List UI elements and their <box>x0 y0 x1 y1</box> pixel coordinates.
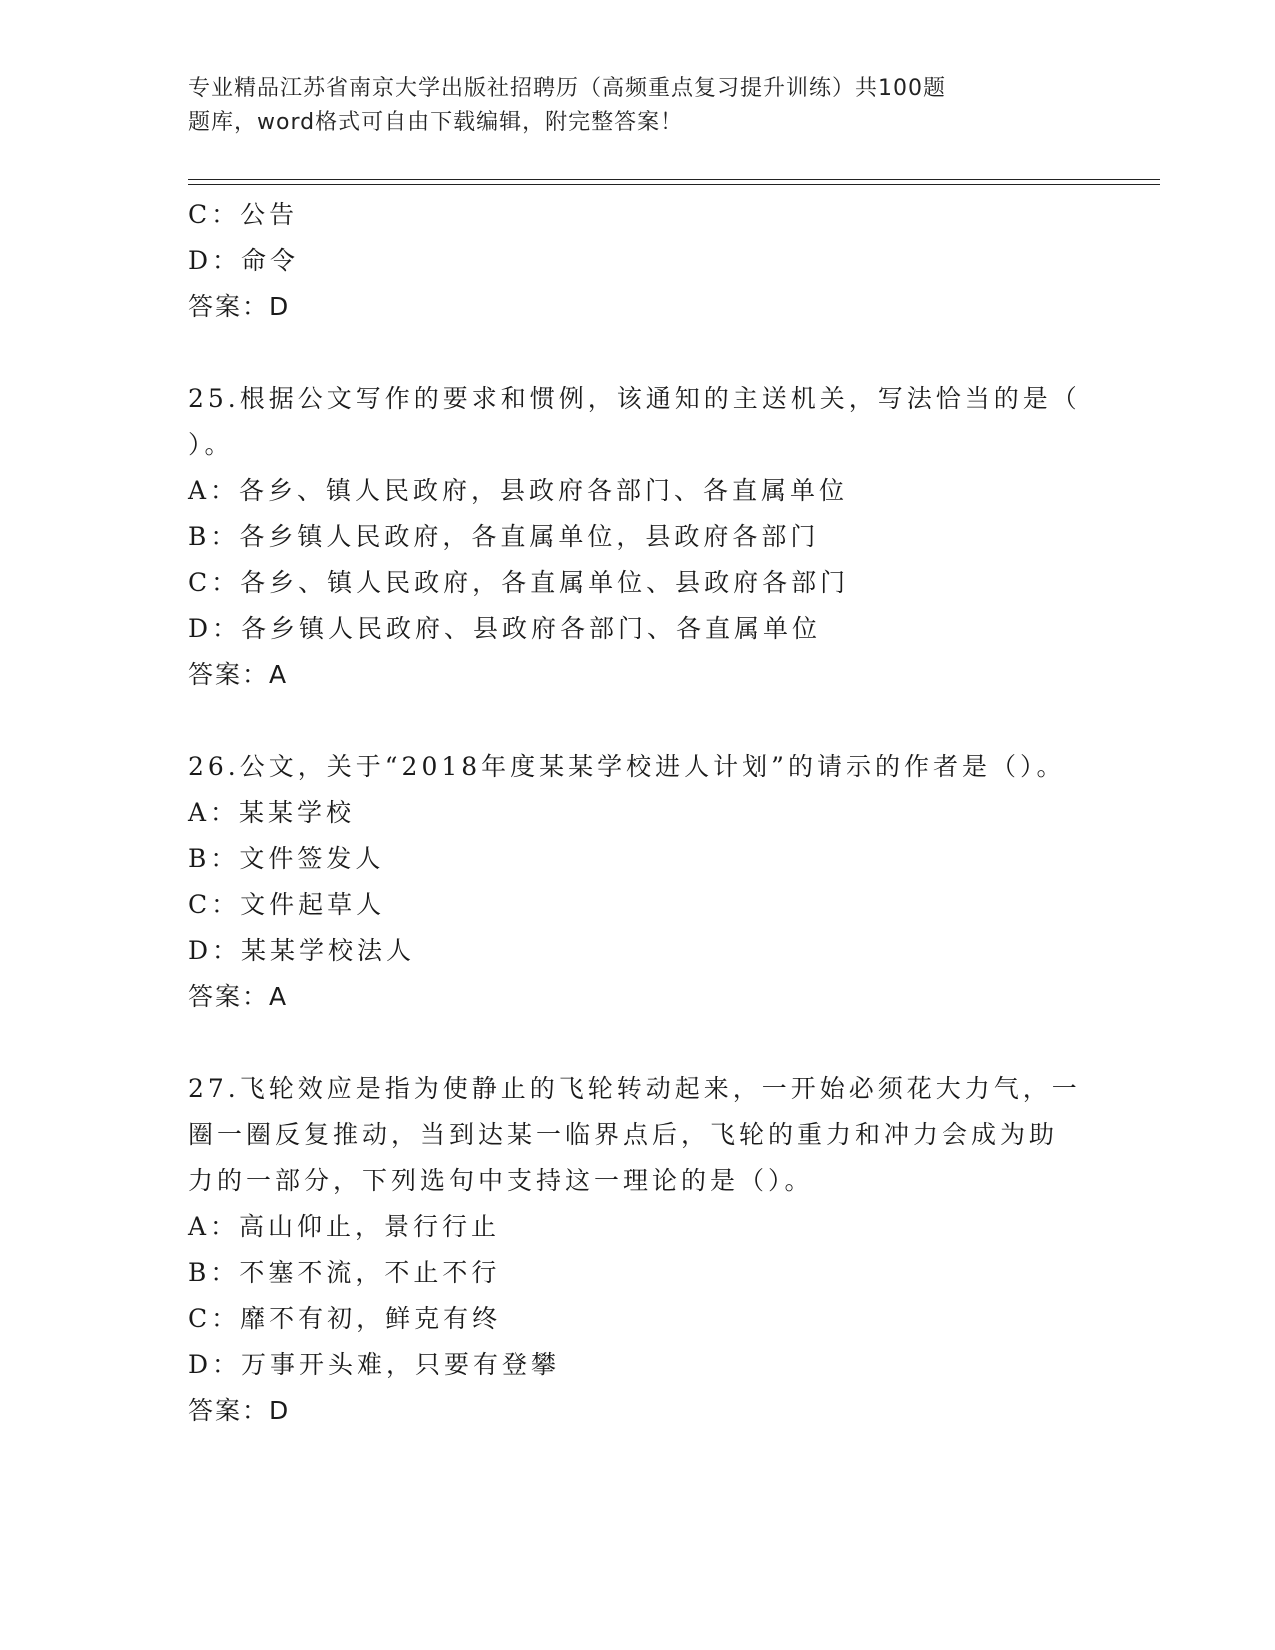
spacer <box>188 330 1088 376</box>
answer-line: 答案：A <box>188 982 289 1011</box>
question-stem-line: 力的一部分，下列选句中支持这一理论的是（）。 <box>188 1166 814 1195</box>
answer-line: 答案：D <box>188 292 291 321</box>
option-a: A：高山仰止，景行行止 <box>188 1212 501 1241</box>
question-stem-line: 25.根据公文写作的要求和惯例，该通知的主送机关，写法恰当的是（ <box>188 384 1081 413</box>
option-d: D：命令 <box>188 246 300 275</box>
option-c: C：公告 <box>188 200 299 229</box>
question-26 <box>188 744 1088 1020</box>
option-d: D：某某学校法人 <box>188 936 416 965</box>
option-c: C：文件起草人 <box>188 890 386 919</box>
option-b: B：文件签发人 <box>188 844 385 873</box>
question-stem-line: 27.飞轮效应是指为使静止的飞轮转动起来，一开始必须花大力气，一 <box>188 1074 1081 1103</box>
option-c: C：靡不有初，鲜克有终 <box>188 1304 502 1333</box>
question-content <box>188 192 1088 1434</box>
document-header <box>188 72 1068 140</box>
answer-line: 答案：A <box>188 660 289 689</box>
option-a: A：某某学校 <box>188 798 356 827</box>
option-b: B：不塞不流，不止不行 <box>188 1258 501 1287</box>
option-b: B：各乡镇人民政府，各直属单位，县政府各部门 <box>188 522 820 551</box>
option-c: C：各乡、镇人民政府，各直属单位、县政府各部门 <box>188 568 850 597</box>
question-stem-line: 圈一圈反复推动，当到达某一临界点后，飞轮的重力和冲力会成为助 <box>188 1120 1059 1149</box>
question-27 <box>188 1066 1088 1434</box>
spacer <box>188 698 1088 744</box>
header-divider-bottom <box>188 184 1160 185</box>
spacer <box>188 1020 1088 1066</box>
option-a: A：各乡、镇人民政府，县政府各部门、各直属单位 <box>188 476 849 505</box>
header-divider-top <box>188 179 1160 180</box>
header-title-line-1: 专业精品江苏省南京大学出版社招聘历（高频重点复习提升训练）共100题 <box>188 76 946 101</box>
option-d: D：万事开头难，只要有登攀 <box>188 1350 561 1379</box>
option-d: D：各乡镇人民政府、县政府各部门、各直属单位 <box>188 614 822 643</box>
answer-line: 答案：D <box>188 1396 291 1425</box>
question-24-tail <box>188 192 1088 330</box>
question-stem-line: ）。 <box>188 430 234 459</box>
header-title-line-2: 题库，word格式可自由下载编辑，附完整答案！ <box>188 110 684 135</box>
question-stem-line: 26.公文，关于“2018年度某某学校进人计划”的请示的作者是（）。 <box>188 752 1066 781</box>
question-25 <box>188 376 1088 698</box>
